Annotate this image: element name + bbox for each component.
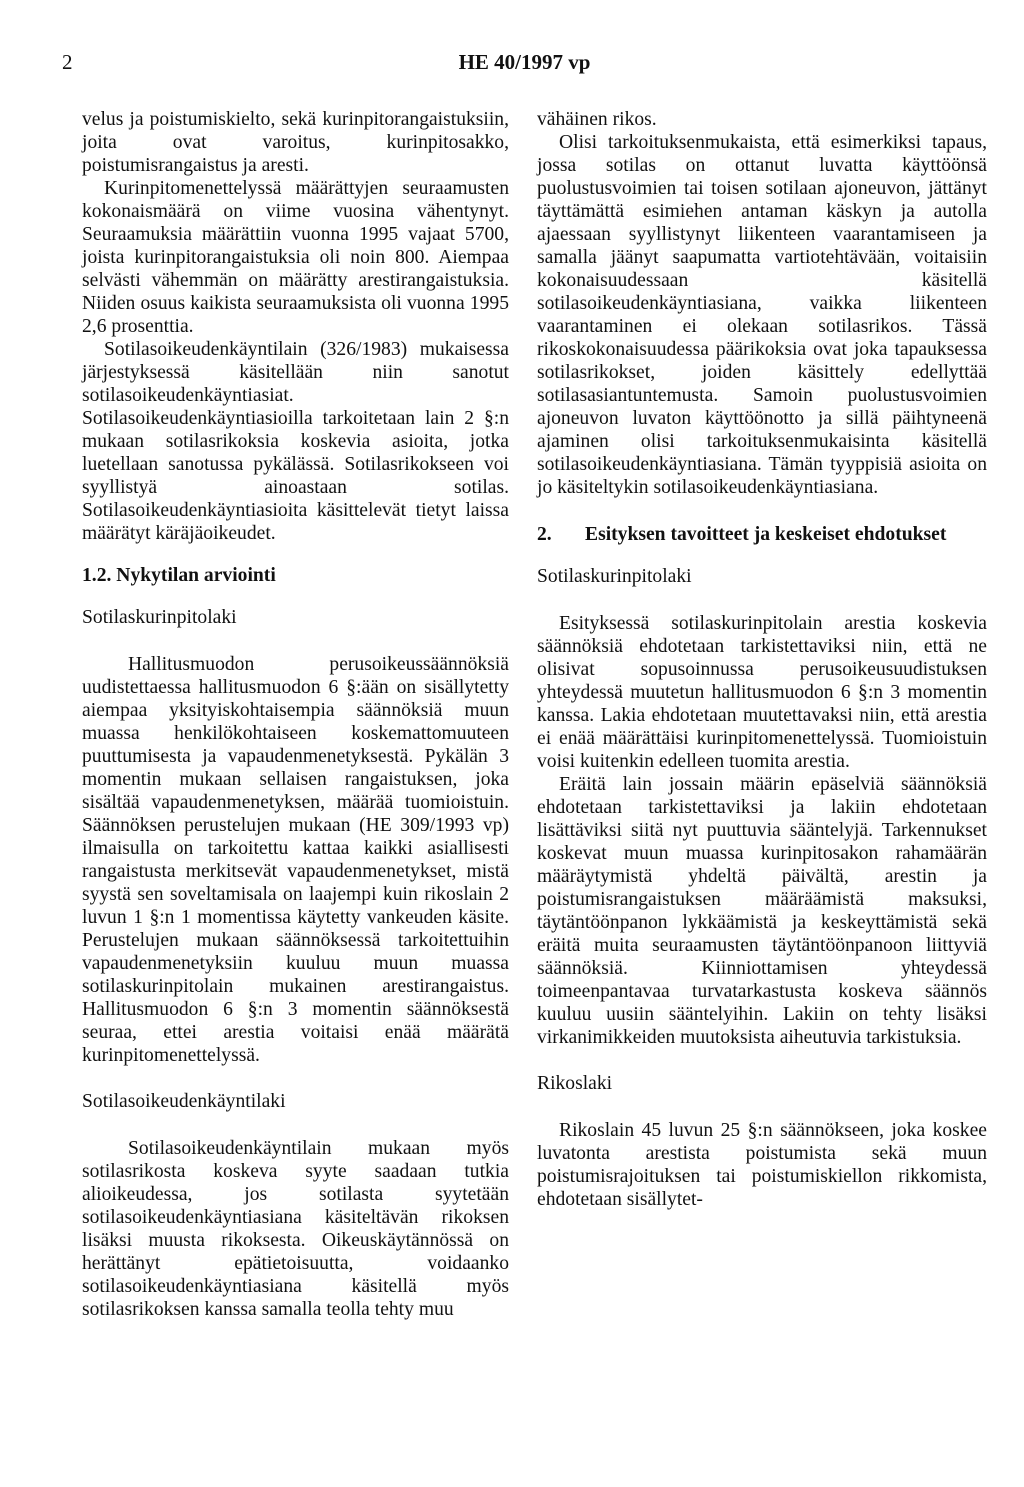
subheading: Sotilasoikeudenkäyntilaki [82,1091,286,1112]
section-heading-1-2: 1.2. Nykytilan arviointi [82,565,276,586]
subheading: Rikoslaki [537,1073,613,1094]
paragraph: Eräitä lain jossain määrin epäselviä säännöksiä ehdotetaan tarkistettaviksi ja lakiin ehdotetaan lisättäviksi siitä nyt puuttuvia sääntelyjä. Tarkennukset koskevat muun muassa kurinpitosakon rahamäärän määräytymistä yhdeltä päivältä, arestin ja poistumisrangaistuksen määräämistä maksuksi, täytäntöönpanon lykkäämistä ja keskeyttämistä sekä eräitä muita seuraamusten täytäntöönpanoon liittyviä säännöksiä. Kiinniottamisen yhteydessä toimeenpantavaa turvatarkastusta koskeva säännös kuuluu uusiin sääntelyihin. Lakiin on tehty lisäksi virkanimikkeiden muutoksista aiheutuvia tarkistuksia. [537,774,987,1048]
left-column [82,108,509,1321]
section-number: 2. [537,524,552,545]
paragraph: velus ja poistumiskielto, sekä kurinpitorangaistuksiin, joita ovat varoitus, kurinpitosakko, poistumisrangaistus ja aresti. [82,109,509,176]
paragraph: Esityksessä sotilaskurinpitolain arestia koskevia säännöksiä ehdotetaan tarkistettaviksi niin, että ne olisivat sopusoinnussa perusoikeusuudistuksen yhteydessä muutetun hallitusmuodon 6 §:n 3 momentin kanssa. Lakia ehdotetaan muutettavaksi niin, että arestia ei enää määrättäisi kurinpitomenettelyssä. Tuomioistuin voisi kuitenkin edelleen tuomita arestia. [537,613,987,772]
paragraph: vähäinen rikos. [537,109,657,130]
paragraph: Sotilasoikeudenkäyntilain mukaan myös sotilasrikosta koskeva syyte saadaan tutkia alioikeudessa, jos sotilasta syytetään sotilasoikeudenkäyntiasiana käsiteltävän rikoksen lisäksi muusta rikoksesta. Oikeuskäytännössä on herättänyt epätietoisuutta, voidaanko sotilasoikeudenkäyntiasiana käsitellä myös sotilasrikoksen kanssa samalla teolla tehty muu [82,1138,509,1320]
subheading: Sotilaskurinpitolaki [537,566,692,587]
paragraph: Hallitusmuodon perusoikeussäännöksiä uudistettaessa hallitusmuodon 6 §:ään on sisällytetty aiempaa yksityiskohtaisempia säännöksiä muun muassa henkilökohtaiseen koskemattomuuteen puuttumisesta ja vapaudenmenetyksestä. Pykälän 3 momentin mukaan sellaisen rangaistuksen, joka sisältää vapaudenmenetyksen, määrää tuomioistuin. Säännöksen perustelujen mukaan (HE 309/1993 vp) ilmaisulla on tarkoitettu kattaa kaikki asiallisesti rangaistusta merkitsevät vapaudenmenetykset, mistä syystä sen soveltamisala on laajempi kuin rikoslain 2 luvun 1 §:n 1 momentissa käytetty vankeuden käsite. Perustelujen mukaan säännöksessä tarkoitettuihin vapaudenmenetyksiin kuuluu muun muassa sotilaskurinpitolain mukainen arestirangaistus. Hallitusmuodon 6 §:n 3 momentin säännöksestä seuraa, ettei arestia voitaisi enää määrätä kurinpitomenettelyssä. [82,654,509,1066]
page-header [62,50,987,80]
right-column [537,108,987,1211]
paragraph: Sotilasoikeudenkäyntilain (326/1983) mukaisessa järjestyksessä käsitellään niin sanotut sotilasoikeudenkäyntiasiat. Sotilasoikeudenkäyntiasioilla tarkoitetaan lain 2 §:n mukaan sotilasrikoksia koskevia asioita, jotka luetellaan sanotussa pykälässä. Sotilasrikokseen voi syyllistyä ainoastaan sotilas. Sotilasoikeudenkäyntiasioita käsittelevät tietyt laissa määrätyt käräjäoikeudet. [82,339,509,544]
page-number: 2 [62,50,73,74]
paragraph: Olisi tarkoituksenmukaista, että esimerkiksi tapaus, jossa sotilas on ottanut luvatta käyttöönsä puolustusvoimien tai toisen sotilaan ajoneuvon, jättänyt täyttämättä esimiehen antaman käskyn ja autolla ajaessaan syyllistynyt liikenteen vaarantamiseen ja samalla jäänyt saapumatta vartiotehtävään, voitaisiin kokonaisuudessaan käsitellä sotilasoikeudenkäyntiasiana, vaikka liikenteen vaarantaminen ei olekaan sotilasrikos. Tässä rikoskokonaisuudessa päärikoksia ovat joka tapauksessa sotilasrikokset, joiden käsittely edellyttää sotilasasiantuntemusta. Samoin puolustusvoimien ajoneuvon luvaton käyttöönotto ja sillä päihtyneenä ajaminen olisi tarkoituksenmukaisinta käsitellä sotilasoikeudenkäyntiasiana. Tämän tyyppisiä asioita on jo käsiteltykin sotilasoikeudenkäyntiasiana. [537,132,987,498]
section-title: Esityksen tavoitteet ja keskeiset ehdotukset [585,524,947,545]
subheading: Sotilaskurinpitolaki [82,607,237,628]
paragraph: Kurinpitomenettelyssä määrättyjen seuraamusten kokonaismäärä on viime vuosina vähentynyt. Seuraamuksia määrättiin vuonna 1995 vajaat 5700, joista kurinpitorangaistuksia oli noin 800. Aiempaa selvästi vähemmän on määrätty arestirangaistuksia. Niiden osuus kaikista seuraamuksista oli vuonna 1995 2,6 prosenttia. [82,178,509,337]
paragraph: Rikoslain 45 luvun 25 §:n säännökseen, joka koskee luvatonta arestista poistumista sekä muun poistumisrajoituksen tai poistumiskiellon rikkomista, ehdotetaan sisällytet- [537,1120,987,1210]
document-id: HE 40/1997 vp [458,50,591,74]
section-heading-2 [537,523,987,546]
